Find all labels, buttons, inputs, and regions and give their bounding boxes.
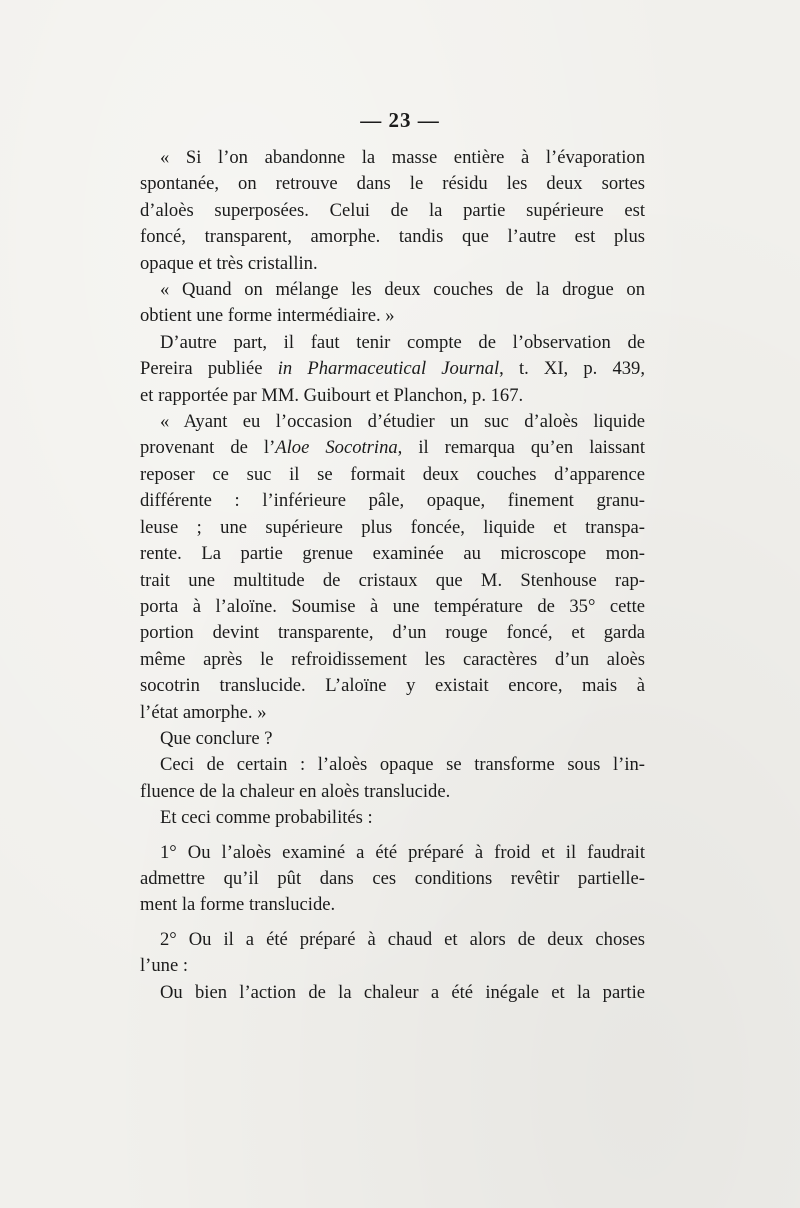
text-line: spontanée, on retrouve dans le résidu les deux sortes xyxy=(140,173,645,195)
paragraph-question xyxy=(140,726,645,752)
text-line xyxy=(140,435,645,461)
paragraph-probabilities xyxy=(140,805,645,831)
italic-title: in Pharmaceutical Journal xyxy=(277,358,500,380)
text-line: rente. La partie grenue examinée au microscope mon- xyxy=(140,543,645,565)
text-line: l’état amorphe. » xyxy=(140,701,267,723)
text-line: porta à l’aloïne. Soumise à une température de 35° cette xyxy=(140,595,645,617)
text-line: Et ceci comme probabilités : xyxy=(160,807,373,829)
text-line: fluence de la chaleur en aloès translucide. xyxy=(140,780,451,802)
text-line: Que conclure ? xyxy=(160,727,273,749)
text-line: reposer ce suc il se formait deux couches d’apparence xyxy=(140,463,645,485)
text-line: D’autre part, il faut tenir compte de l’observation de xyxy=(160,331,645,353)
text-line: 2° Ou il a été préparé à chaud et alors de deux choses xyxy=(160,928,645,950)
text-line: même après le refroidissement les caractères d’un aloès xyxy=(140,648,645,670)
paragraph-quote-melange xyxy=(140,277,645,330)
text-line: foncé, transparent, amorphe. tandis que l’autre est plus xyxy=(140,226,645,248)
text-line: Ceci de certain : l’aloès opaque se transforme sous l’in- xyxy=(160,754,645,776)
text-line: trait une multitude de cristaux que M. Stenhouse rap- xyxy=(140,569,645,591)
text-line: Ou bien l’action de la chaleur a été inégale et la partie xyxy=(160,981,645,1003)
paragraph-certain xyxy=(140,752,645,805)
page-number: — 23 — xyxy=(360,108,440,132)
text-line: « Quand on mélange les deux couches de la drogue on xyxy=(160,279,645,301)
paragraph-either xyxy=(140,980,645,1006)
text-line: différente : l’inférieure pâle, opaque, finement granu- xyxy=(140,490,645,512)
text-line: ment la forme translucide. xyxy=(140,894,336,916)
italic-title: Aloe Socotrina xyxy=(275,437,398,459)
paragraph-second-hypothesis xyxy=(140,927,645,980)
text-line: obtient une forme intermédiaire. » xyxy=(140,305,395,327)
paragraph-first-hypothesis xyxy=(140,840,645,919)
text-line: l’une : xyxy=(140,955,189,977)
paragraph-quote-evaporation xyxy=(140,145,645,277)
text-line: portion devint transparente, d’un rouge foncé, et garda xyxy=(140,622,645,644)
text-line: socotrin translucide. L’aloïne y existait encore, mais à xyxy=(140,675,645,697)
body-text xyxy=(140,145,645,1006)
aloe-line: provenant de l’Aloe Socotrina, il remarqua qu’en laissant xyxy=(140,437,645,459)
text-line: 1° Ou l’aloès examiné a été préparé à froid et il faudrait xyxy=(160,841,645,863)
paragraph-quote-stenhouse xyxy=(140,409,645,726)
text-line-citation xyxy=(140,356,645,382)
citation-line: Pereira publiée in Pharmaceutical Journal, t. XI, p. 439, xyxy=(140,358,645,380)
text-line: d’aloès superposées. Celui de la partie supérieure est xyxy=(140,199,645,221)
text-line: opaque et très cristallin. xyxy=(140,252,318,274)
paragraph-pereira xyxy=(140,330,645,409)
text-line: et rapportée par MM. Guibourt et Planchon, p. 167. xyxy=(140,384,524,406)
text-line: « Ayant eu l’occasion d’étudier un suc d’aloès liquide xyxy=(160,411,645,433)
text-line: admettre qu’il pût dans ces conditions revêtir partielle- xyxy=(140,867,645,889)
text-line: leuse ; une supérieure plus foncée, liquide et transpa- xyxy=(140,516,645,538)
text-line: « Si l’on abandonne la masse entière à l’évaporation xyxy=(160,147,645,168)
